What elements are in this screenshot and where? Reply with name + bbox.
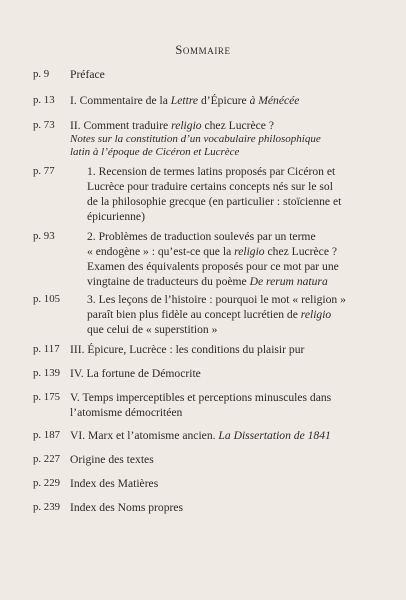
- toc-notes-line: Notes sur la constitution d’un vocabulaire philosophique: [70, 133, 321, 145]
- toc-line: V. Temps imperceptibles et perceptions minuscules dans: [70, 391, 332, 404]
- toc-line: IV. La fortune de Démocrite: [70, 367, 201, 380]
- toc-text: [70, 366, 375, 381]
- toc-line: l’atomisme démocritéen: [70, 406, 183, 419]
- toc-line: « endogène » : qu’est-ce que la religio chez Lucrèce ?: [87, 245, 338, 258]
- toc-text: [70, 476, 375, 491]
- toc-page-number: p. 175: [33, 391, 60, 403]
- toc-line: Index des Noms propres: [70, 501, 184, 514]
- toc-page-number: p. 9: [33, 68, 50, 80]
- toc-text: [87, 164, 375, 224]
- toc-page-number: p. 139: [33, 367, 60, 379]
- toc-line: 1. Recension de termes latins proposés par Cicéron et: [87, 165, 336, 178]
- toc-page-number: p. 117: [33, 343, 60, 355]
- toc-line: III. Épicure, Lucrèce : les conditions du plaisir pur: [70, 343, 305, 356]
- toc-text: [70, 93, 375, 108]
- toc-page-number: p. 13: [33, 94, 55, 106]
- toc-text: [70, 500, 375, 515]
- toc-page-number: p. 229: [33, 477, 60, 489]
- toc-line: 3. Les leçons de l’histoire : pourquoi le mot « religion »: [87, 293, 346, 306]
- toc-line: I. Commentaire de la Lettre d’Épicure à Ménécée: [70, 94, 300, 107]
- toc-line: 2. Problèmes de traduction soulevés par un terme: [87, 230, 316, 243]
- toc-line: Origine des textes: [70, 453, 154, 466]
- toc-line: Index des Matières: [70, 477, 159, 490]
- toc-page-number: p. 105: [33, 293, 60, 305]
- toc-text: [70, 452, 375, 467]
- toc-text: [70, 67, 375, 82]
- toc-line: II. Comment traduire religio chez Lucrèce ?: [70, 119, 274, 132]
- toc-line: épicurienne): [87, 210, 145, 223]
- toc-page-number: p. 227: [33, 453, 60, 465]
- toc-line: Examen des équivalents proposés pour ce mot par une: [87, 260, 339, 273]
- toc-text: [70, 118, 375, 159]
- toc-text: [87, 292, 375, 337]
- toc-page-number: p. 239: [33, 501, 60, 513]
- toc-line: de la philosophie grecque (en particulier : stoïcienne et: [87, 195, 342, 208]
- toc-page-number: p. 77: [33, 165, 55, 177]
- page-title: Sommaire: [175, 43, 231, 57]
- toc-text: [70, 428, 375, 443]
- toc-line: vingtaine de traducteurs du poème De rerum natura: [87, 275, 328, 288]
- toc-page-number: p. 187: [33, 429, 60, 441]
- toc-line: paraît bien plus fidèle au concept lucrétien de religio: [87, 308, 332, 321]
- toc-line: Préface: [70, 68, 105, 81]
- toc-line: Lucrèce pour traduire certains concepts nés sur le sol: [87, 180, 333, 193]
- toc-page-number: p. 73: [33, 119, 55, 131]
- toc-line: que celui de « superstition »: [87, 323, 218, 336]
- toc-notes-line: latin à l’époque de Cicéron et Lucrèce: [70, 146, 240, 158]
- toc-text: [70, 342, 375, 357]
- toc-text: [70, 390, 375, 420]
- toc-text: [87, 229, 375, 289]
- toc-line: VI. Marx et l’atomisme ancien. La Dissertation de 1841: [70, 429, 331, 442]
- toc-page-number: p. 93: [33, 230, 55, 242]
